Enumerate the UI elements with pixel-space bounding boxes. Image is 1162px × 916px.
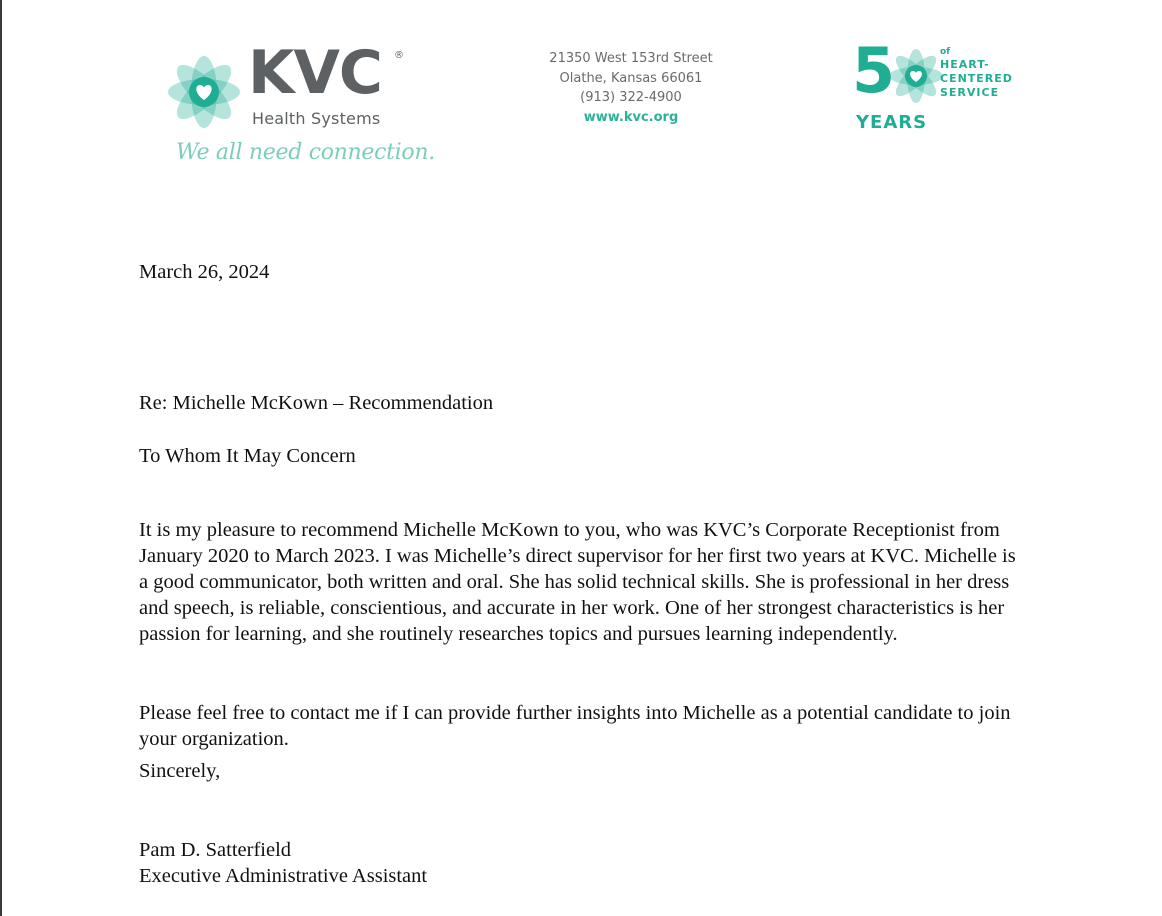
website-link[interactable]: www.kvc.org [583,109,679,125]
anniversary-line-2: CENTERED [940,72,1013,85]
heart-flower-icon [886,46,946,106]
letter-paragraph: Please feel free to contact me if I can provide further insights into Michelle as a potential candidate to join your organization. [139,701,1011,750]
kvc-logo [162,38,435,174]
anniversary-line-3: SERVICE [940,86,1000,99]
anniversary-number: 5 [852,34,896,107]
letter-date: March 26, 2024 [139,261,270,283]
letter-salutation: To Whom It May Concern [139,445,356,467]
kvc-tagline: We all need connection. [176,140,435,165]
anniversary-line-1: HEART- [940,58,990,71]
registered-mark: ® [394,50,404,61]
letter-paragraph: It is my pleasure to recommend Michelle McKown to you, who was KVC’s Corporate Receptionist from January 2020 to March 2023. I was Michelle’s direct supervisor for her first two years at KVC. Michelle is a good communicator, both written and oral. She has solid technical skills. She is professional in her dress and speech, is reliable, conscientious, and accurate in her work. One of her strongest characteristics is her passion for learning, and she routinely researches topics and pursues learning independently. [139,518,1016,645]
page-edge [0,0,2,916]
signer-name: Pam D. Satterfield [139,839,292,861]
signer-title: Executive Administrative Assistant [139,865,428,887]
anniversary-badge [852,34,1032,138]
address-city: Olathe, Kansas 66061 [559,70,703,86]
kvc-subtitle: Health Systems [252,109,381,128]
anniversary-years: YEARS [856,112,928,133]
kvc-flower-icon [162,50,246,134]
anniversary-of: of [940,47,951,57]
kvc-wordmark: KVC [248,38,382,108]
address-phone: (913) 322-4900 [580,90,682,105]
letter-closing: Sincerely, [139,760,221,782]
address-street: 21350 West 153rd Street [549,51,713,66]
address-block [520,49,742,127]
letter-subject: Re: Michelle McKown – Recommendation [139,392,494,414]
